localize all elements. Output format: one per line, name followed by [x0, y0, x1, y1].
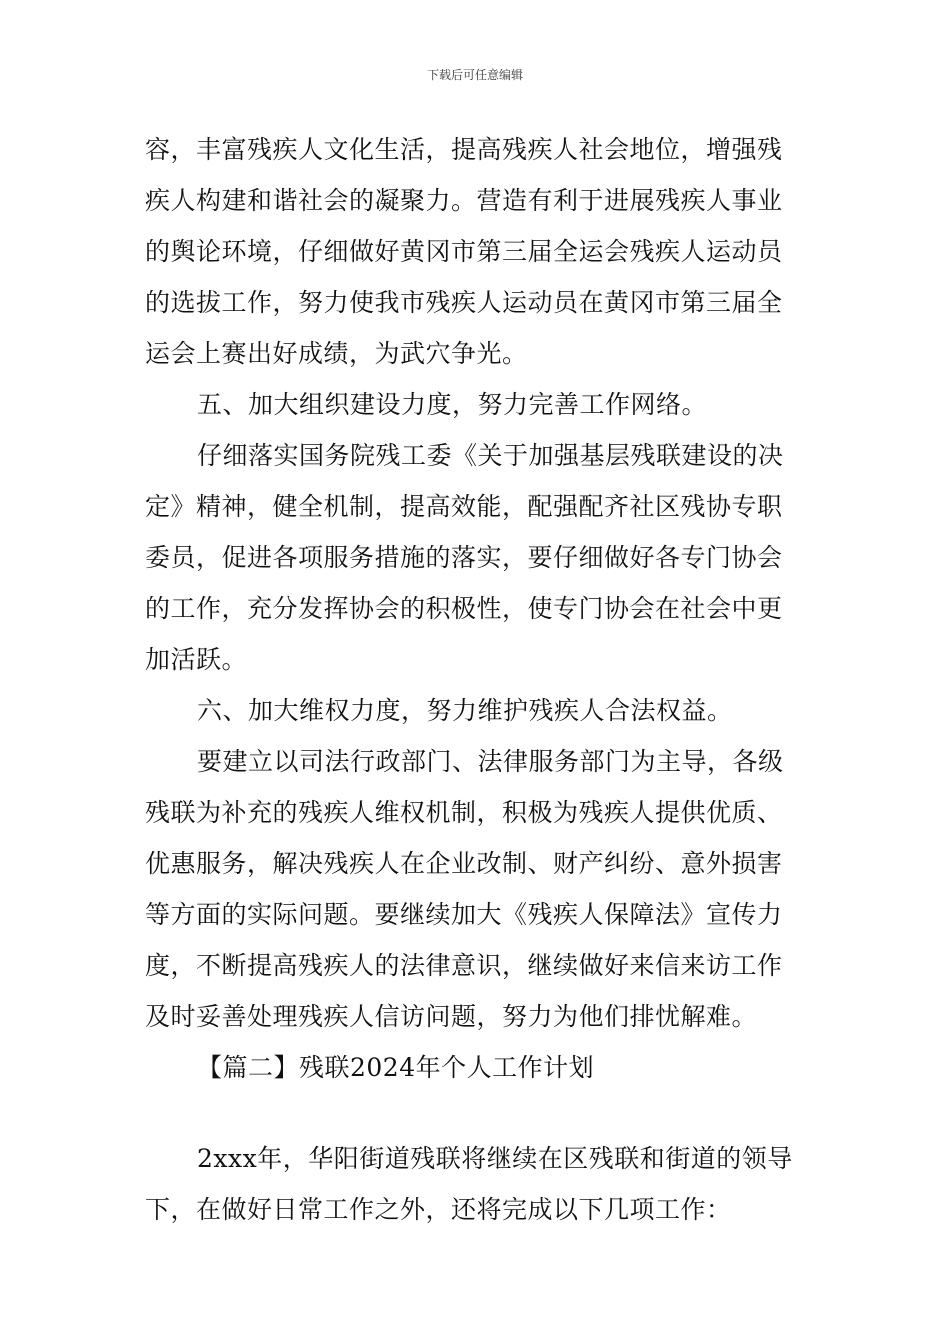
text-line: 残联为补充的残疾人维权机制，积极为残疾人提供优质、: [145, 798, 783, 827]
text-line: 容，丰富残疾人文化生活，提高残疾人社会地位，增强残: [145, 135, 783, 164]
text-line: 优惠服务，解决残疾人在企业改制、财产纠纷、意外损害: [145, 849, 783, 878]
text-line: 加活跃。: [145, 645, 248, 674]
text-line: 度，不断提高残疾人的法律意识，继续做好来信来访工作: [145, 951, 783, 980]
header-note: 下载后可任意编辑: [426, 68, 523, 82]
document-body: [145, 124, 810, 1235]
text-line: 疾人构建和谐社会的凝聚力。营造有利于进展残疾人事业: [145, 186, 783, 215]
text-line: 2xxx年，华阳街道残联将继续在区残联和街道的领导: [197, 1144, 793, 1173]
text-line: 运会上赛出好成绩，为武穴争光。: [145, 339, 528, 368]
text-line: 等方面的实际问题。要继续加大《残疾人保障法》宣传力: [145, 900, 783, 929]
text-line: 的选拔工作，努力使我市残疾人运动员在黄冈市第三届全: [145, 288, 783, 317]
section-heading: 五、加大组织建设力度，努力完善工作网络。: [197, 390, 708, 419]
text-line: 及时妥善处理残疾人信访问题，努力为他们排忧解难。: [145, 1002, 758, 1031]
section-heading: 六、加大维权力度，努力维护残疾人合法权益。: [197, 696, 733, 725]
text-line: 的工作，充分发挥协会的积极性，使专门协会在社会中更: [145, 594, 783, 623]
text-line: 下，在做好日常工作之外，还将完成以下几项工作：: [145, 1195, 732, 1224]
spacer: [145, 1093, 810, 1133]
text-line: 定》精神，健全机制，提高效能，配强配齐社区残协专职: [145, 492, 783, 521]
article-title: 【篇二】残联2024年个人工作计划: [197, 1053, 595, 1082]
text-line: 要建立以司法行政部门、法律服务部门为主导，各级: [197, 747, 784, 776]
text-line: 仔细落实国务院残工委《关于加强基层残联建设的决: [197, 441, 784, 470]
text-line: 的舆论环境，仔细做好黄冈市第三届全运会残疾人运动员: [145, 237, 783, 266]
text-line: 委员，促进各项服务措施的落实，要仔细做好各专门协会: [145, 543, 783, 572]
